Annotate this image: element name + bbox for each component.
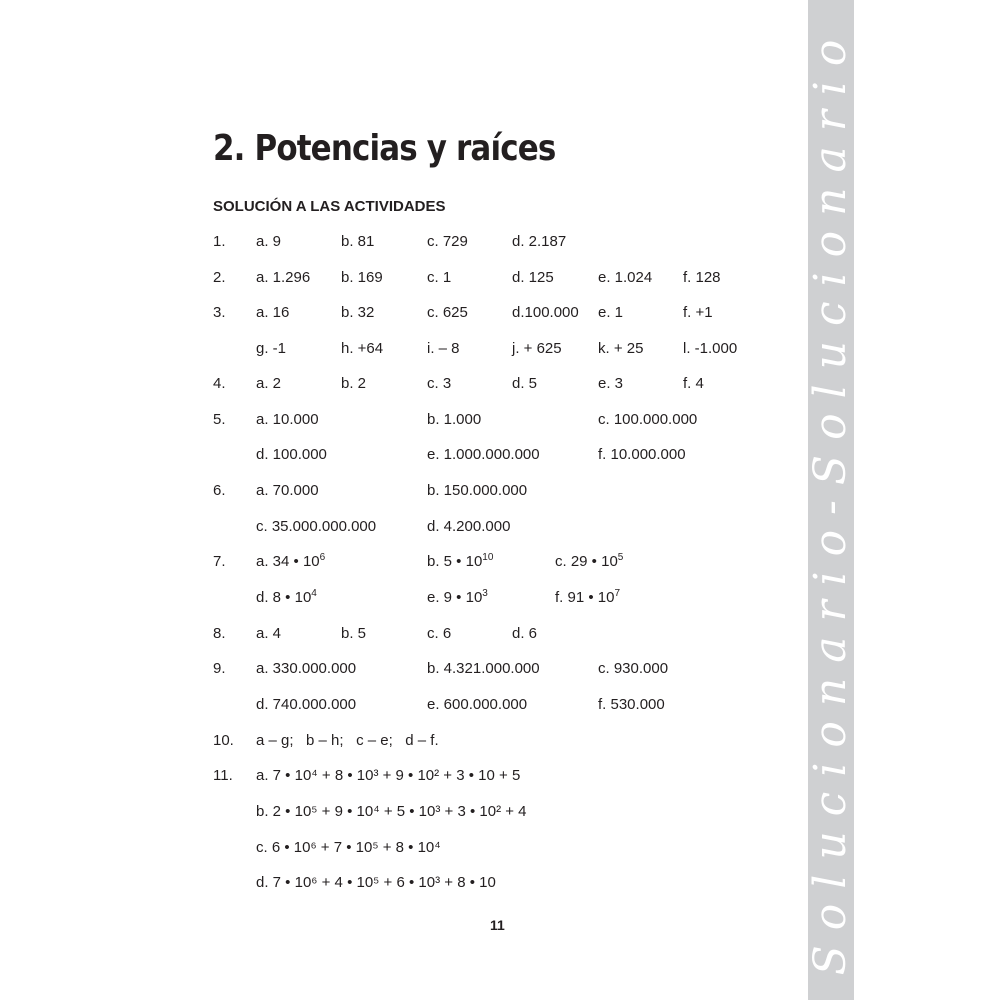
answer-base: b. 5 • 10 (427, 553, 483, 570)
answer: e. 1.000.000.000 (427, 446, 540, 463)
answer: a. 7 • 10⁴ + 8 • 10³ + 9 • 10² + 3 • 10 + 5 (256, 767, 521, 784)
answer: f. +1 (683, 304, 713, 321)
answer: b. 81 (341, 233, 375, 250)
answer: c. 930.000 (598, 660, 669, 677)
answer-exponent: 10 (482, 552, 494, 563)
answer: f. 10.000.000 (598, 446, 686, 463)
exercise-number: 10. (213, 732, 234, 749)
answer: f. 128 (683, 269, 721, 286)
answer: a. 4 (256, 625, 282, 642)
answer (555, 587, 620, 609)
answer-row-5b (0, 444, 800, 466)
exercise-number: 2. (213, 269, 226, 286)
answer-row-3a (0, 302, 800, 324)
answer: a. 2 (256, 375, 282, 392)
answer: k. + 25 (598, 340, 644, 357)
exercise-number: 9. (213, 660, 226, 677)
exercise-number: 7. (213, 553, 226, 570)
exercise-number: 1. (213, 233, 226, 250)
answer: e. 1.024 (598, 269, 653, 286)
answer: b. 150.000.000 (427, 482, 528, 499)
answer-row-11c (0, 837, 800, 859)
answer-row-5a (0, 409, 800, 431)
answer: d. 7 • 10⁶ + 4 • 10⁵ + 6 • 10³ + 8 • 10 (256, 874, 496, 891)
answer: l. -1.000 (683, 340, 738, 357)
answer: b. 5 (341, 625, 367, 642)
answer: d. 2.187 (512, 233, 567, 250)
answer: a. 1.296 (256, 269, 311, 286)
answer: d. 740.000.000 (256, 696, 357, 713)
answer-row-6a (0, 480, 800, 502)
answer: c. 6 (427, 625, 452, 642)
answer-exponent: 6 (319, 552, 326, 563)
answer: a – g; b – h; c – e; d – f. (256, 732, 439, 749)
exercise-number: 11. (213, 767, 233, 784)
answer: c. 35.000.000.000 (256, 518, 377, 535)
answer-exponent: 7 (614, 588, 621, 599)
answer-exponent: 3 (482, 588, 488, 599)
answer-row-8 (0, 623, 800, 645)
answer: c. 625 (427, 304, 468, 321)
answer: j. + 625 (512, 340, 562, 357)
answer-row-11b (0, 801, 800, 823)
answer-exponent: 4 (311, 588, 317, 599)
answer-row-9b (0, 694, 800, 716)
answer: a. 70.000 (256, 482, 319, 499)
answer-row-10 (0, 730, 800, 752)
answer-row-4 (0, 373, 800, 395)
answer: a. 330.000.000 (256, 660, 357, 677)
answer: d.100.000 (512, 304, 579, 321)
sidebar-label: Solucionario-Solucionario (805, 24, 856, 976)
exercise-number: 5. (213, 411, 226, 428)
answer (256, 587, 317, 609)
answer-row-11d (0, 872, 800, 894)
sidebar-band (805, 0, 856, 1000)
answer: d. 5 (512, 375, 538, 392)
answer-row-3b (0, 338, 800, 360)
page-title: 2. Potencias y raíces (213, 128, 556, 169)
answer-row-9a (0, 658, 800, 680)
answer: i. – 8 (427, 340, 460, 357)
answer: a. 16 (256, 304, 290, 321)
answer-row-2 (0, 267, 800, 289)
page-number: 11 (490, 917, 505, 933)
answer: b. 1.000 (427, 411, 482, 428)
answer: b. 32 (341, 304, 375, 321)
answer: c. 729 (427, 233, 468, 250)
answer (427, 551, 493, 573)
answer: e. 3 (598, 375, 624, 392)
exercise-number: 3. (213, 304, 226, 321)
section-subtitle: SOLUCIÓN A LAS ACTIVIDADES (213, 198, 446, 215)
answer: d. 100.000 (256, 446, 327, 463)
exercise-number: 4. (213, 375, 226, 392)
answer: d. 6 (512, 625, 538, 642)
answer: b. 169 (341, 269, 383, 286)
answer (427, 587, 488, 609)
answer (256, 551, 325, 573)
answer: f. 4 (683, 375, 704, 392)
answer-row-7a (0, 551, 800, 573)
answer-row-6b (0, 516, 800, 538)
answer: a. 10.000 (256, 411, 319, 428)
answer (555, 551, 623, 573)
answer-base: a. 34 • 10 (256, 553, 320, 570)
answer: e. 1 (598, 304, 624, 321)
answer: c. 3 (427, 375, 452, 392)
answer: d. 125 (512, 269, 554, 286)
answer: e. 600.000.000 (427, 696, 528, 713)
answer: c. 6 • 10⁶ + 7 • 10⁵ + 8 • 10⁴ (256, 839, 441, 856)
answer: c. 1 (427, 269, 452, 286)
exercise-number: 6. (213, 482, 226, 499)
answer-base: e. 9 • 10 (427, 589, 483, 606)
answer: d. 4.200.000 (427, 518, 511, 535)
answer: c. 100.000.000 (598, 411, 698, 428)
answer: b. 4.321.000.000 (427, 660, 540, 677)
exercise-number: 8. (213, 625, 226, 642)
answer: a. 9 (256, 233, 282, 250)
answer: b. 2 • 10⁵ + 9 • 10⁴ + 5 • 10³ + 3 • 10² + 4 (256, 803, 527, 820)
answer: h. +64 (341, 340, 384, 357)
answer-row-11a (0, 765, 800, 787)
answer-base: f. 91 • 10 (555, 589, 615, 606)
answer: b. 2 (341, 375, 367, 392)
answer-base: c. 29 • 10 (555, 553, 618, 570)
answer: g. -1 (256, 340, 287, 357)
answer-row-7b (0, 587, 800, 609)
answer: f. 530.000 (598, 696, 665, 713)
answer-row-1 (0, 231, 800, 253)
answer-base: d. 8 • 10 (256, 589, 312, 606)
answer-exponent: 5 (617, 552, 624, 563)
